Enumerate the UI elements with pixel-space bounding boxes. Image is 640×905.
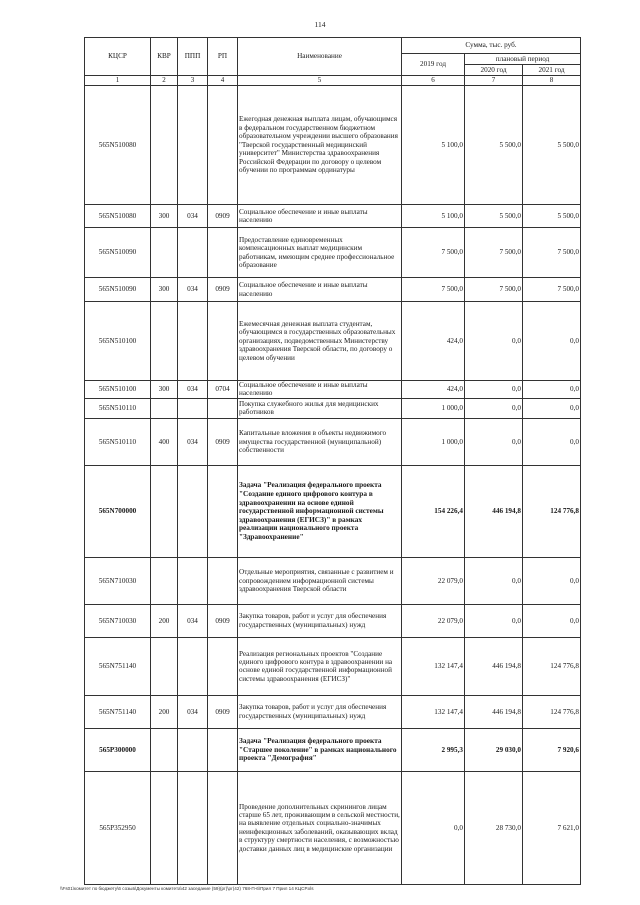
row-kcsr: 565N510100 bbox=[85, 302, 151, 381]
row-kvr bbox=[151, 465, 178, 557]
row-ppp bbox=[178, 86, 208, 205]
row-value-2020: 446 194,8 bbox=[465, 465, 523, 557]
row-value-2019: 5 100,0 bbox=[402, 205, 465, 228]
row-value-2020: 0,0 bbox=[465, 302, 523, 381]
row-value-2019: 2 995,3 bbox=[402, 728, 465, 771]
row-rp: 0909 bbox=[208, 278, 238, 302]
table-row bbox=[85, 278, 581, 302]
row-kcsr: 565N510080 bbox=[85, 86, 151, 205]
row-name: Реализация региональных проектов "Создание единого цифрового контура в здравоохранении на основе единой государственной информационной системы здравоохранения (ЕГИСЗ)" bbox=[238, 637, 402, 695]
row-value-2020: 0,0 bbox=[465, 604, 523, 637]
row-kvr: 400 bbox=[151, 418, 178, 465]
row-ppp bbox=[178, 771, 208, 884]
table-row bbox=[85, 771, 581, 884]
row-ppp: 034 bbox=[178, 381, 208, 399]
row-value-2021: 0,0 bbox=[523, 418, 581, 465]
row-ppp bbox=[178, 465, 208, 557]
table-row bbox=[85, 728, 581, 771]
row-kvr bbox=[151, 728, 178, 771]
row-name: Социальное обеспечение и иные выплаты населению bbox=[238, 205, 402, 228]
table-row bbox=[85, 695, 581, 728]
row-kcsr: 565N510100 bbox=[85, 381, 151, 399]
row-name: Проведение дополнительных скринингов лицам старше 65 лет, проживающим в сельской местности, на выявление отдельных социально-значимых неинфекционных заболеваний, оказывающих вклад в структуру смертности населения, с возможностью доставки данных лиц в медицинские организации bbox=[238, 771, 402, 884]
column-number: 1 bbox=[85, 76, 151, 86]
row-rp bbox=[208, 637, 238, 695]
row-kcsr: 565N700000 bbox=[85, 465, 151, 557]
page-number: 114 bbox=[314, 20, 326, 29]
row-value-2021: 0,0 bbox=[523, 398, 581, 418]
row-value-2020: 28 730,0 bbox=[465, 771, 523, 884]
header-2020: 2020 год bbox=[465, 65, 523, 76]
row-value-2020: 5 500,0 bbox=[465, 86, 523, 205]
row-value-2019: 22 079,0 bbox=[402, 557, 465, 604]
table-row bbox=[85, 302, 581, 381]
column-number: 6 bbox=[402, 76, 465, 86]
row-value-2019: 132 147,4 bbox=[402, 637, 465, 695]
row-value-2019: 1 000,0 bbox=[402, 398, 465, 418]
header-ppp: ППП bbox=[178, 38, 208, 76]
row-rp: 0909 bbox=[208, 418, 238, 465]
column-number: 3 bbox=[178, 76, 208, 86]
row-value-2019: 1 000,0 bbox=[402, 418, 465, 465]
table-row bbox=[85, 604, 581, 637]
header-2021: 2021 год bbox=[523, 65, 581, 76]
row-value-2020: 7 500,0 bbox=[465, 278, 523, 302]
row-kcsr: 565N751140 bbox=[85, 695, 151, 728]
row-value-2021: 5 500,0 bbox=[523, 86, 581, 205]
row-kvr bbox=[151, 86, 178, 205]
row-rp bbox=[208, 86, 238, 205]
row-value-2021: 7 920,6 bbox=[523, 728, 581, 771]
row-value-2020: 0,0 bbox=[465, 557, 523, 604]
row-rp bbox=[208, 557, 238, 604]
row-value-2019: 7 500,0 bbox=[402, 278, 465, 302]
row-value-2021: 0,0 bbox=[523, 302, 581, 381]
row-value-2020: 29 030,0 bbox=[465, 728, 523, 771]
header-name: Наименование bbox=[238, 38, 402, 76]
row-rp bbox=[208, 228, 238, 278]
row-kcsr: 565P300000 bbox=[85, 728, 151, 771]
row-ppp: 034 bbox=[178, 205, 208, 228]
row-kcsr: 565N510110 bbox=[85, 398, 151, 418]
row-name: Задача "Реализация федерального проекта "Создание единого цифрового контура в здравоохранении на основе единой государственной информационной системы здравоохранения (ЕГИСЗ)" в рамках реализации национального проекта "Здравоохранение" bbox=[238, 465, 402, 557]
row-value-2020: 0,0 bbox=[465, 418, 523, 465]
row-ppp bbox=[178, 557, 208, 604]
row-name: Отдельные мероприятия, связанные с развитием и сопровождением информационной системы здравоохранения Тверской области bbox=[238, 557, 402, 604]
row-kvr bbox=[151, 228, 178, 278]
row-value-2021: 7 621,0 bbox=[523, 771, 581, 884]
row-value-2019: 5 100,0 bbox=[402, 86, 465, 205]
row-kvr bbox=[151, 637, 178, 695]
row-kcsr: 565N751140 bbox=[85, 637, 151, 695]
row-name: Задача "Реализация федерального проекта "Старшее поколение" в рамках национального проекта "Демография" bbox=[238, 728, 402, 771]
row-rp: 0909 bbox=[208, 604, 238, 637]
row-kvr bbox=[151, 771, 178, 884]
row-value-2020: 0,0 bbox=[465, 398, 523, 418]
row-name: Предоставление единовременных компенсационных выплат медицинским работникам, имеющим среднее профессиональное образование bbox=[238, 228, 402, 278]
row-name: Ежегодная денежная выплата лицам, обучающимся в федеральном государственном бюджетном образовательном учреждении высшего образования "Тверской государственный медицинский университет" Министерства здравоохранения Российской Федерации по договору о целевом обучении по программам ординатуры bbox=[238, 86, 402, 205]
row-value-2019: 154 226,4 bbox=[402, 465, 465, 557]
column-number: 8 bbox=[523, 76, 581, 86]
row-value-2021: 7 500,0 bbox=[523, 278, 581, 302]
row-kvr: 300 bbox=[151, 381, 178, 399]
row-value-2019: 7 500,0 bbox=[402, 228, 465, 278]
row-rp: 0704 bbox=[208, 381, 238, 399]
column-number: 4 bbox=[208, 76, 238, 86]
column-number: 5 bbox=[238, 76, 402, 86]
row-value-2020: 0,0 bbox=[465, 381, 523, 399]
row-value-2019: 424,0 bbox=[402, 302, 465, 381]
table-row bbox=[85, 465, 581, 557]
row-kcsr: 565N510080 bbox=[85, 205, 151, 228]
file-path-footer: \\Fs01\комитет по бюджету\6 созыв\Документы комитета\42 заседание (59)(рг)\рг(42) 768-П-6\Прил 7 Прил 14 КЦСР.xls bbox=[60, 886, 314, 891]
row-ppp: 034 bbox=[178, 604, 208, 637]
row-kcsr: 565N510090 bbox=[85, 278, 151, 302]
column-number: 2 bbox=[151, 76, 178, 86]
column-numbers-row bbox=[85, 76, 581, 86]
row-value-2019: 0,0 bbox=[402, 771, 465, 884]
row-ppp bbox=[178, 728, 208, 771]
row-value-2020: 446 194,8 bbox=[465, 637, 523, 695]
row-value-2021: 5 500,0 bbox=[523, 205, 581, 228]
row-ppp bbox=[178, 398, 208, 418]
header-rp: РП bbox=[208, 38, 238, 76]
row-kcsr: 565N510110 bbox=[85, 418, 151, 465]
row-name: Ежемесячная денежная выплата студентам, обучающимся в государственных образовательных организациях, подведомственных Министерству здравоохранения Тверской области, по договору о целевом обучении bbox=[238, 302, 402, 381]
row-rp: 0909 bbox=[208, 205, 238, 228]
row-ppp bbox=[178, 228, 208, 278]
row-value-2021: 7 500,0 bbox=[523, 228, 581, 278]
header-2019: 2019 год bbox=[402, 54, 465, 76]
row-name: Закупка товаров, работ и услуг для обеспечения государственных (муниципальных) нужд bbox=[238, 695, 402, 728]
row-kvr: 200 bbox=[151, 604, 178, 637]
row-value-2020: 7 500,0 bbox=[465, 228, 523, 278]
row-kcsr: 565P352950 bbox=[85, 771, 151, 884]
row-ppp bbox=[178, 302, 208, 381]
row-value-2021: 124 776,8 bbox=[523, 465, 581, 557]
row-rp bbox=[208, 465, 238, 557]
table-row bbox=[85, 398, 581, 418]
row-kvr: 300 bbox=[151, 278, 178, 302]
table-row bbox=[85, 205, 581, 228]
budget-table bbox=[84, 37, 581, 885]
row-rp: 0909 bbox=[208, 695, 238, 728]
header-kcsr: КЦСР bbox=[85, 38, 151, 76]
row-ppp: 034 bbox=[178, 418, 208, 465]
row-name: Социальное обеспечение и иные выплаты населению bbox=[238, 278, 402, 302]
row-value-2019: 424,0 bbox=[402, 381, 465, 399]
row-ppp: 034 bbox=[178, 695, 208, 728]
table-row bbox=[85, 381, 581, 399]
header-kvr: КВР bbox=[151, 38, 178, 76]
row-value-2021: 124 776,8 bbox=[523, 637, 581, 695]
row-kcsr: 565N710030 bbox=[85, 557, 151, 604]
table-row bbox=[85, 557, 581, 604]
header-sum: Сумма, тыс. руб. bbox=[402, 38, 581, 54]
column-number: 7 bbox=[465, 76, 523, 86]
row-kvr bbox=[151, 302, 178, 381]
row-kcsr: 565N710030 bbox=[85, 604, 151, 637]
row-value-2021: 0,0 bbox=[523, 604, 581, 637]
row-kvr: 300 bbox=[151, 205, 178, 228]
row-kvr bbox=[151, 557, 178, 604]
row-value-2020: 446 194,8 bbox=[465, 695, 523, 728]
row-name: Закупка товаров, работ и услуг для обеспечения государственных (муниципальных) нужд bbox=[238, 604, 402, 637]
table-row bbox=[85, 86, 581, 205]
header-planned-period: плановый период bbox=[465, 54, 581, 65]
row-rp bbox=[208, 398, 238, 418]
row-value-2019: 132 147,4 bbox=[402, 695, 465, 728]
row-value-2021: 124 776,8 bbox=[523, 695, 581, 728]
row-rp bbox=[208, 302, 238, 381]
row-value-2021: 0,0 bbox=[523, 381, 581, 399]
table-row bbox=[85, 418, 581, 465]
row-name: Покупка служебного жилья для медицинских работников bbox=[238, 398, 402, 418]
table-row bbox=[85, 637, 581, 695]
row-value-2019: 22 079,0 bbox=[402, 604, 465, 637]
row-rp bbox=[208, 771, 238, 884]
row-name: Социальное обеспечение и иные выплаты населению bbox=[238, 381, 402, 399]
row-rp bbox=[208, 728, 238, 771]
table-row bbox=[85, 228, 581, 278]
row-kcsr: 565N510090 bbox=[85, 228, 151, 278]
row-name: Капитальные вложения в объекты недвижимого имущества государственной (муниципальной) собственности bbox=[238, 418, 402, 465]
row-value-2020: 5 500,0 bbox=[465, 205, 523, 228]
row-ppp bbox=[178, 637, 208, 695]
row-value-2021: 0,0 bbox=[523, 557, 581, 604]
row-kvr: 200 bbox=[151, 695, 178, 728]
row-ppp: 034 bbox=[178, 278, 208, 302]
row-kvr bbox=[151, 398, 178, 418]
